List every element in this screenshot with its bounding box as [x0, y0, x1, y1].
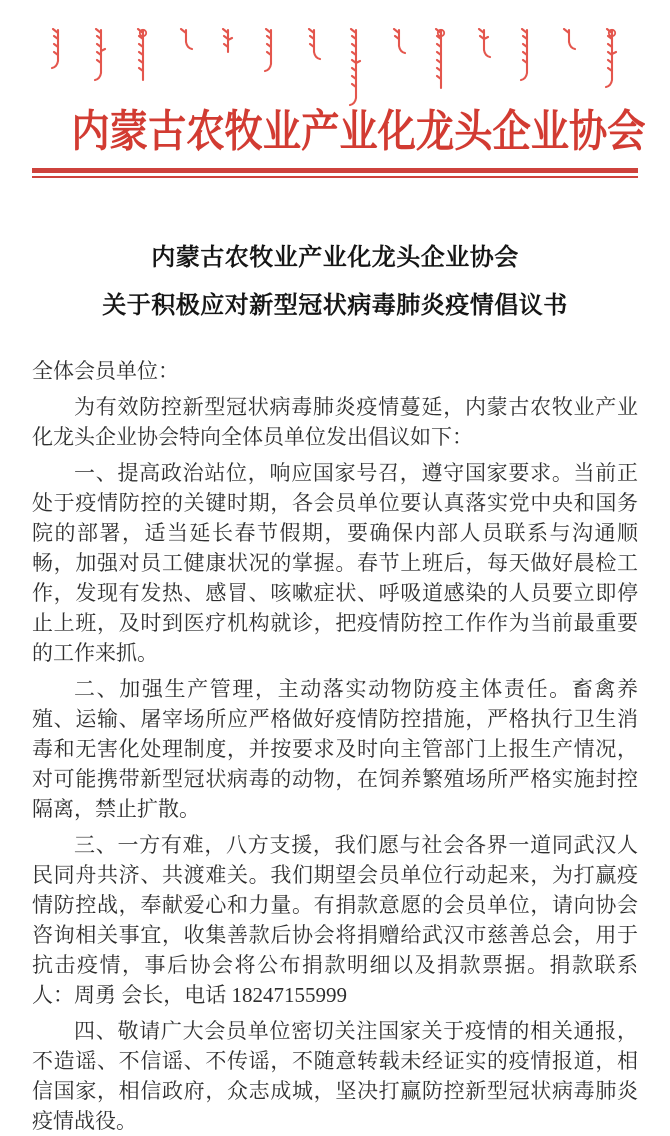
mongolian-word-glyph: [604, 28, 620, 97]
mongolian-word-glyph: [348, 28, 364, 115]
mongolian-word-glyph: [178, 28, 194, 59]
letterhead: [32, 28, 646, 178]
mongolian-word-glyph: [391, 28, 407, 63]
mongolian-word-glyph: [306, 28, 322, 69]
mongolian-script-text: [32, 28, 638, 106]
mongolian-word-glyph: [263, 28, 279, 81]
org-name-title: 内蒙古农牧业产业化龙头企业协会: [71, 107, 646, 156]
paragraph-intro: 为有效防控新型冠状病毒肺炎疫情蔓延，内蒙古农牧业产业化龙头企业协会特向全体员单位发出倡议如下：: [32, 395, 638, 449]
letterhead-divider: [32, 168, 638, 178]
mongolian-word-glyph: [476, 28, 492, 67]
salutation: 全体会员单位：: [32, 359, 179, 383]
mongolian-word-glyph: [135, 28, 151, 97]
mongolian-word-glyph: [50, 28, 66, 78]
paragraph-item-1: 一、提高政治站位，响应国家号召，遵守国家要求。当前正处于疫情防控的关键时期，各会员单位要认真落实党中央和国务院的部署，适当延长春节假期，要确保内部人员联系与沟通顺畅，加强对员工健康状况的掌握。春节上班后，每天做好晨检工作，发现有发热、感冒、咳嗽症状、呼吸道感染的人员要立即停止上班，及时到医疗机构就诊，把疫情防控工作作为当前最重要的工作来抓。: [32, 461, 638, 665]
paragraph-item-3: 三、一方有难，八方支援，我们愿与社会各界一道同武汉人民同舟共济、共渡难关。我们期望会员单位行动起来，为打赢疫情防控战，奉献爱心和力量。有捐款意愿的会员单位，请向协会咨询相关事宜，收集善款后协会将捐赠给武汉市慈善总会，用于抗击疫情，事后协会将公布捐款明细以及捐款票据。捐款联系人：周勇 会长，电话 18247155999: [32, 833, 638, 1007]
doc-title-line2: 关于积极应对新型冠状病毒肺炎疫情倡议书: [102, 293, 568, 319]
doc-title-line1: 内蒙古农牧业产业化龙头企业协会: [151, 245, 519, 271]
mongolian-word-glyph: [561, 28, 577, 59]
document-body: [32, 178, 638, 1136]
paragraph-item-4: 四、敬请广大会员单位密切关注国家关于疫情的相关通报，不造谣、不信谣、不传谣，不随意转载未经证实的疫情报道，相信国家，相信政府，众志成城，坚决打赢防控新型冠状病毒肺炎疫情战役。: [32, 1019, 638, 1133]
mongolian-word-glyph: [519, 28, 535, 90]
mongolian-word-glyph: [220, 28, 236, 69]
paragraph-item-2: 二、加强生产管理，主动落实动物防疫主体责任。畜禽养殖、运输、屠宰场所应严格做好疫情防控措施，严格执行卫生消毒和无害化处理制度，并按要求及时向主管部门上报生产情况，对可能携带新型冠状病毒的动物，在饲养繁殖场所严格实施封控隔离，禁止扩散。: [32, 677, 638, 821]
mongolian-word-glyph: [93, 28, 109, 90]
mongolian-word-glyph: [433, 28, 449, 105]
